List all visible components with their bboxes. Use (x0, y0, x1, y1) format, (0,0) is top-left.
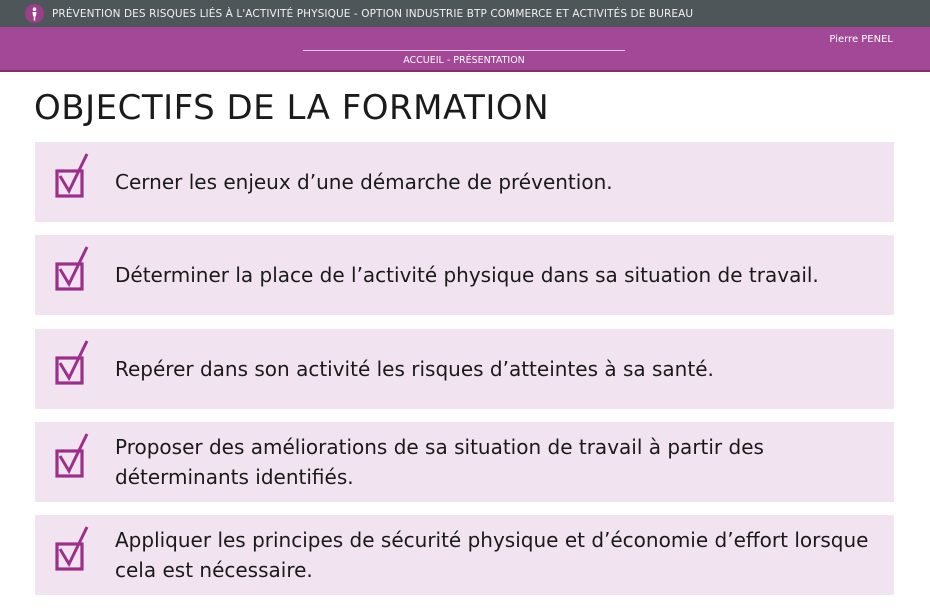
checkbox-checked-icon (54, 246, 92, 294)
nav-link-accueil[interactable]: ACCUEIL - PRÉSENTATION (403, 55, 525, 66)
objective-item-3 (35, 329, 894, 409)
app-title-bar (0, 0, 930, 27)
objective-text: Repérer dans son activité les risques d’atteintes à sa santé. (115, 357, 714, 381)
user-name[interactable]: Pierre PENEL (829, 34, 893, 45)
app-title: PRÉVENTION DES RISQUES LIÉS À L'ACTIVITÉ PHYSIQUE - OPTION INDUSTRIE BTP COMMERCE ET ACTIVITÉS DE BUREAU (52, 7, 694, 20)
checkbox-checked-icon (54, 340, 92, 388)
person-silhouette-icon (25, 4, 44, 23)
checkbox-checked-icon (54, 153, 92, 201)
objective-text: Déterminer la place de l’activité physique dans sa situation de travail. (115, 263, 819, 287)
nav-divider (303, 50, 625, 51)
objective-text: Appliquer les principes de sécurité physique et d’économie d’effort lorsque cela est nécessaire. (115, 528, 869, 582)
page-title: OBJECTIFS DE LA FORMATION (34, 88, 550, 128)
checkbox-checked-icon (54, 526, 92, 574)
objective-text: Cerner les enjeux d’une démarche de prévention. (115, 170, 613, 194)
objective-item-1 (35, 142, 894, 222)
objective-item-4 (35, 422, 894, 502)
objective-text: Proposer des améliorations de sa situation de travail à partir des déterminants identifiés. (115, 435, 764, 489)
objective-item-2 (35, 235, 894, 315)
navigation-bar (0, 27, 930, 72)
checkbox-checked-icon (54, 433, 92, 481)
objective-item-5 (35, 515, 894, 595)
